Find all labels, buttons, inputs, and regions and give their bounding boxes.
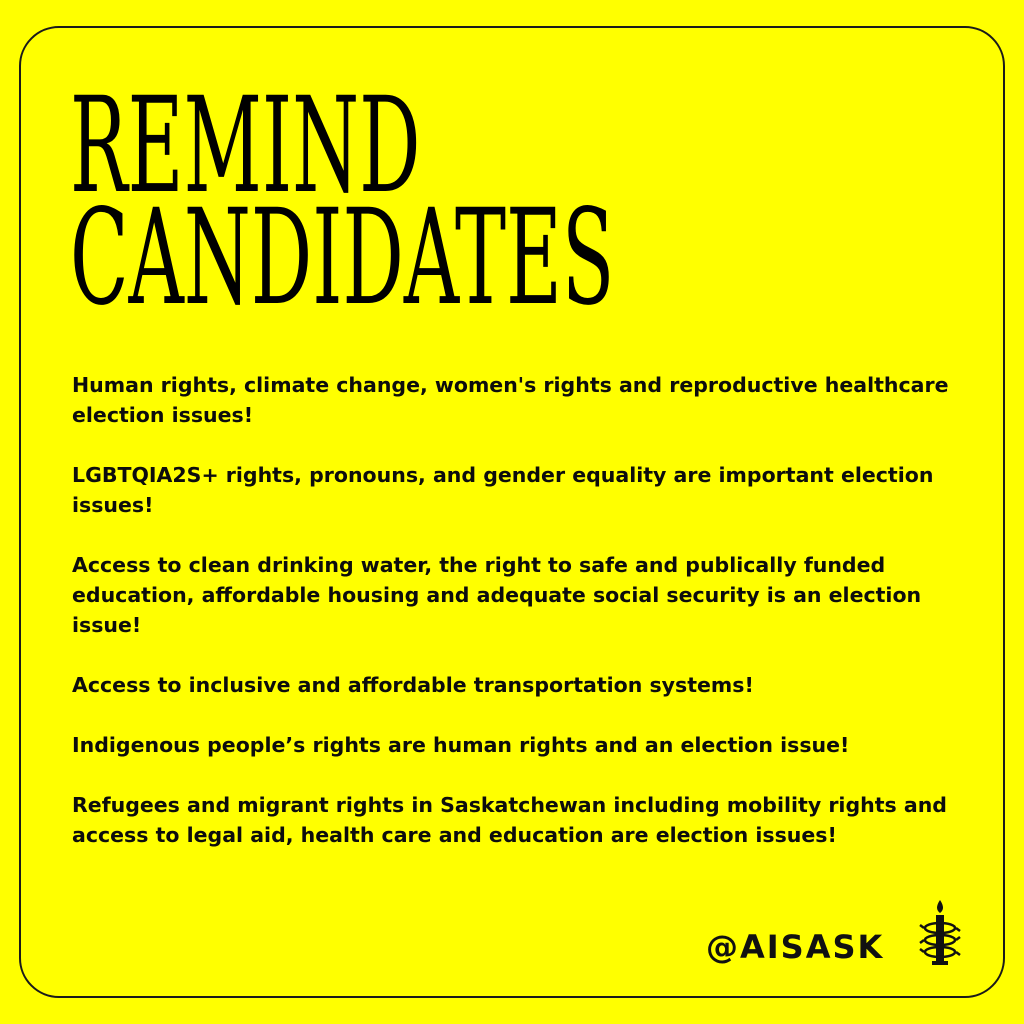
headline [70,69,615,335]
issue-paragraph: Indigenous people’s rights are human rights and an election issue! [72,733,850,757]
issue-paragraph: Access to inclusive and affordable transportation systems! [72,673,754,697]
issue-paragraph: Access to clean drinking water, the right to safe and publically funded education, affordable housing and adequate social security is an election issue! [72,553,922,637]
issue-paragraph: LGBTQIA2S+ rights, pronouns, and gender equality are important election issues! [72,463,934,517]
headline-line-1: REMIND [70,69,421,223]
issues-list [72,370,972,850]
issue-paragraph: Refugees and migrant rights in Saskatchewan including mobility rights and access to legal aid, health care and education are election issues! [72,793,947,847]
headline-line-2: CANDIDATES [70,181,615,335]
candle-barbed-wire-icon [918,898,962,968]
issue-paragraph: Human rights, climate change, women's rights and reproductive healthcare election issues! [72,373,949,427]
social-handle: @AISASK [706,928,885,966]
